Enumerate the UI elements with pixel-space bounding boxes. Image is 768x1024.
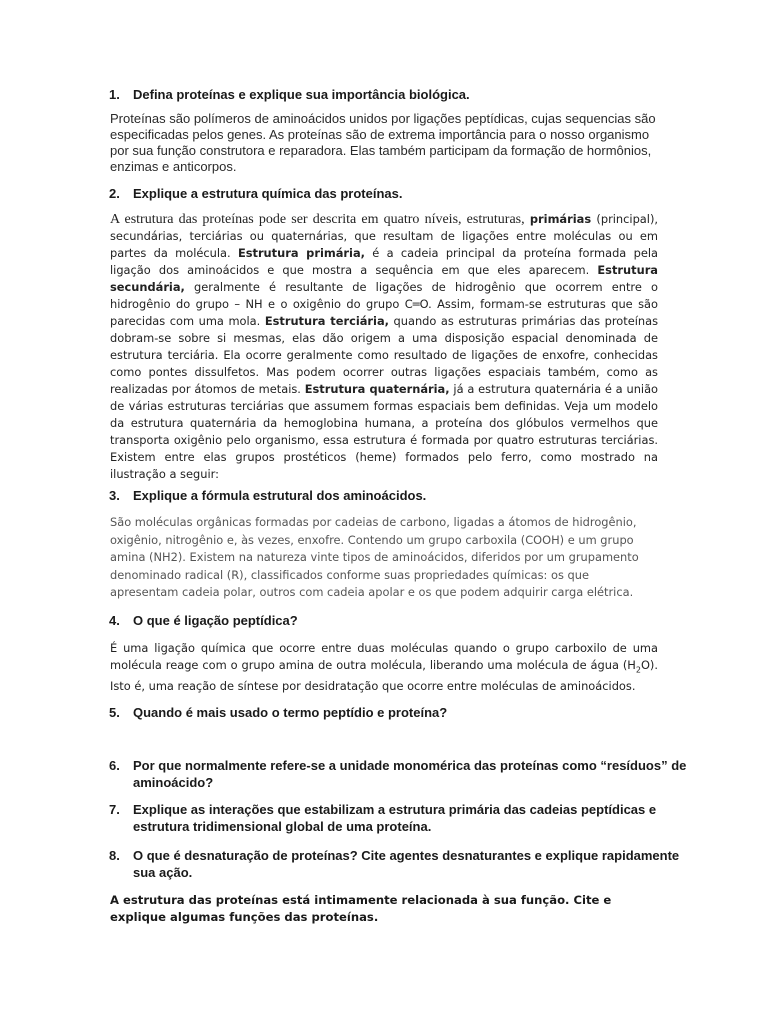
question-text: Quando é mais usado o termo peptídio e proteína?	[133, 705, 448, 720]
term-estrutura-secundaria: Estrutura secundária,	[110, 263, 658, 294]
answer-2-text: já a estrutura quaternária é a união de várias estruturas terciárias que assumem formas espaciais bem definidas. Veja um modelo da estrutura quaternária da hemoglobina humana, a proteína dos glóbulos vermelhos que transporta oxigênio pelo organismo, essa estrutura é formada por quatro estruturas terciárias. Existem entre elas grupos prostéticos (heme) formados pelo ferro, como mostrado na ilustração a seguir:	[110, 382, 659, 481]
answer-4-text: O). Isto é, uma reação de síntese por desidratação que ocorre entre moléculas de aminoácidos.	[110, 658, 658, 694]
question-text: Defina proteínas e explique sua importância biológica.	[133, 87, 470, 102]
question-text: O que é ligação peptídica?	[133, 613, 298, 628]
question-2	[109, 185, 693, 202]
question-number: 3.	[109, 488, 120, 503]
question-8	[109, 847, 693, 881]
answer-2-text: é a cadeia principal da proteína formada pela ligação dos aminoácidos e que mostra a sequência em que eles aparecem.	[110, 246, 658, 277]
question-text: Explique a estrutura química das proteínas.	[133, 186, 403, 201]
question-1	[109, 86, 693, 103]
term-estrutura-quaternaria: Estrutura quaternária,	[304, 382, 450, 396]
question-7	[109, 801, 693, 835]
term-estrutura-primaria: Estrutura primária,	[237, 246, 365, 260]
question-number: 8.	[109, 848, 120, 863]
question-number: 1.	[109, 87, 120, 102]
answer-4-text: É uma ligação química que ocorre entre duas moléculas quando o grupo carboxilo de uma molécula reage com o grupo amina de outra molécula, liberando uma molécula de água (H	[110, 641, 658, 672]
question-text: Explique a fórmula estrutural dos aminoácidos.	[133, 488, 427, 503]
question-5	[109, 704, 693, 721]
question-number: 5.	[109, 705, 120, 720]
answer-2-lead: A estrutura das proteínas pode ser descrita em quatro níveis, estruturas,	[110, 212, 525, 227]
term-estrutura-terciaria: Estrutura terciária,	[264, 314, 389, 328]
question-number: 7.	[109, 802, 120, 817]
term-primarias: primárias	[529, 212, 592, 226]
answer-3: São moléculas orgânicas formadas por cadeias de carbono, ligadas a átomos de hidrogênio, oxigênio, nitrogênio e, às vezes, enxofre. Contendo um grupo carboxila (COOH) e um grupo amina (NH2). Existem na natureza vinte tipos de aminoácidos, diferidos por um grupamento denominado radical (R), classificados conforme suas propriedades químicas: os que apresentam cadeia polar, outros com cadeia apolar e os que podem adquirir carga elétrica.	[110, 515, 639, 599]
answer-1: Proteínas são polímeros de aminoácidos unidos por ligações peptídicas, cujas sequencias são especificadas pelos genes. As proteínas são de extrema importância para o nosso organismo por sua função construtora e reparadora. Elas também participam da formação de hormônios, enzimas e anticorpos.	[110, 111, 656, 174]
question-text: Por que normalmente refere-se a unidade monomérica das proteínas como “resíduos” de aminoácido?	[133, 758, 687, 790]
answer-2-text: (principal), secundárias, terciárias ou quaternárias, que resultam de ligações entre moléculas ou em partes da molécula.	[110, 212, 659, 260]
question-3	[109, 487, 693, 504]
answer-2-text: geralmente é resultante de ligações de hidrogênio que ocorrem entre o hidrogênio do grupo – NH e o oxigênio do grupo C═O. Assim, formam-se estruturas que são parecidas com uma mola.	[110, 280, 658, 328]
question-number: 6.	[109, 758, 120, 773]
answer-2-text: quando as estruturas primárias das proteínas dobram-se sobre si mesmas, elas dão origem a uma disposição espacial denominada de estrutura terciária. Ela ocorre geralmente como resultado de ligações de enxofre, conhecidas como pontes dissulfetos. Mas podem ocorrer outras ligações espaciais também, como as realizadas por átomos de metais.	[110, 314, 659, 396]
answer-2	[110, 211, 658, 483]
question-text: O que é desnaturação de proteínas? Cite agentes desnaturantes e explique rapidamente sua ação.	[133, 848, 680, 880]
question-6	[109, 757, 693, 791]
question-4	[109, 612, 693, 629]
final-prompt: A estrutura das proteínas está intimamente relacionada à sua função. Cite e explique algumas funções das proteínas.	[110, 893, 612, 924]
answer-4	[110, 640, 658, 695]
question-number: 4.	[109, 613, 120, 628]
question-text: Explique as interações que estabilizam a estrutura primária das cadeias peptídicas e estrutura tridimensional global de uma proteína.	[133, 802, 657, 834]
subscript-2: 2	[635, 665, 641, 675]
question-number: 2.	[109, 186, 120, 201]
